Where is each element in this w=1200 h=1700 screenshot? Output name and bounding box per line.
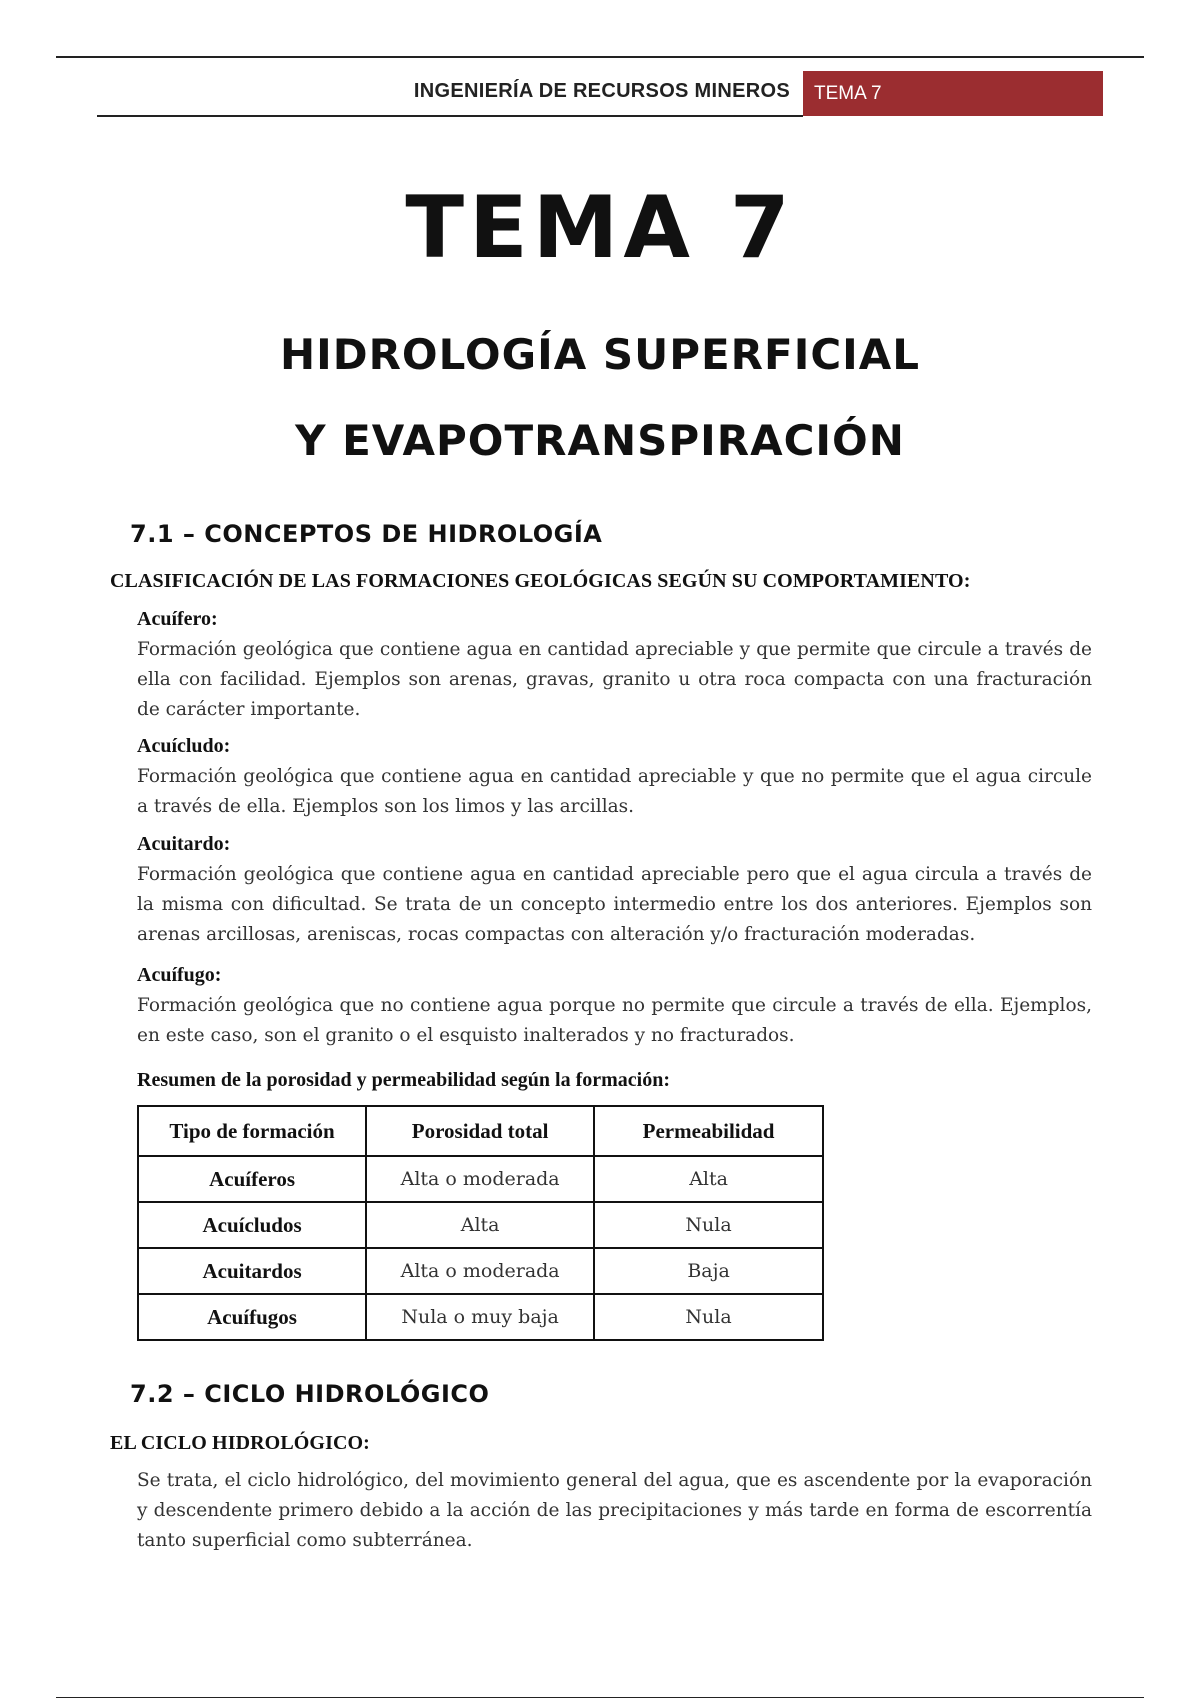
term-acuifero: Acuífero: [137,608,218,630]
table-cell: Alta [594,1156,823,1202]
table-cell: Baja [594,1248,823,1294]
table-row [138,1294,823,1340]
subtitle-line-2: Y EVAPOTRANSPIRACIÓN [295,416,905,465]
table-caption: Resumen de la porosidad y permeabilidad según la formación: [137,1069,670,1091]
section-heading-7-1: 7.1 – CONCEPTOS DE HIDROLOGÍA [130,520,603,548]
definition-acuicludo: Formación geológica que contiene agua en cantidad apreciable y que no permite que el agua circule a través de ella. Ejemplos son los limos y las arcillas. [137,766,1092,817]
table-row [138,1202,823,1248]
term-acuicludo: Acuícludo: [137,735,231,757]
table-row [138,1248,823,1294]
hydrologic-cycle-text: Se trata, el ciclo hidrológico, del movimiento general del agua, que es ascendente por la evaporación y descendente primero debido a la acción de las precipitaciones y más tarde en forma de escorrentía tanto superficial como subterránea. [137,1470,1092,1551]
column-header: Tipo de formación [138,1106,366,1156]
term-acuifugo: Acuífugo: [137,964,222,986]
header-badge: TEMA 7 [803,71,1103,116]
section-heading-7-2: 7.2 – CICLO HIDROLÓGICO [130,1380,490,1408]
table-cell: Acuífugos [138,1294,366,1340]
table-row [138,1156,823,1202]
definition-acuifero: Formación geológica que contiene agua en cantidad apreciable y que permite que circule a través de ella con facilidad. Ejemplos son arenas, gravas, granito u otra roca compacta con una fracturación de carácter importante. [137,639,1092,720]
definition-acuifugo: Formación geológica que no contiene agua porque no permite que circule a través de ella. Ejemplos, en este caso, son el granito o el esquisto inalterados y no fracturados. [137,995,1092,1046]
bottom-rule [56,1697,1144,1698]
column-header: Permeabilidad [594,1106,823,1156]
table-header-row [138,1106,823,1156]
top-rule [56,56,1144,58]
header-title: INGENIERÍA DE RECURSOS MINEROS [413,80,790,102]
column-header: Porosidad total [366,1106,594,1156]
table-cell: Alta o moderada [366,1156,594,1202]
table-cell: Nula [594,1294,823,1340]
table-cell: Nula o muy baja [366,1294,594,1340]
classification-heading: CLASIFICACIÓN DE LAS FORMACIONES GEOLÓGICAS SEGÚN SU COMPORTAMIENTO: [110,570,971,592]
table-cell: Acuitardos [138,1248,366,1294]
term-acuitardo: Acuitardo: [137,833,231,855]
table-cell: Acuícludos [138,1202,366,1248]
header-rule [97,115,803,117]
table-cell: Alta [366,1202,594,1248]
hydrologic-cycle-heading: EL CICLO HIDROLÓGICO: [110,1432,370,1454]
table-cell: Acuíferos [138,1156,366,1202]
table-cell: Alta o moderada [366,1248,594,1294]
summary-table [137,1105,824,1341]
definition-acuitardo: Formación geológica que contiene agua en cantidad apreciable pero que el agua circula a través de la misma con dificultad. Se trata de un concepto intermedio entre los dos anteriores. Ejemplos son arenas arcillosas, areniscas, rocas compactas con alteración y/o fracturación moderadas. [137,864,1092,945]
table-cell: Nula [594,1202,823,1248]
page-title: TEMA 7 [405,178,795,278]
subtitle-line-1: HIDROLOGÍA SUPERFICIAL [279,330,921,379]
